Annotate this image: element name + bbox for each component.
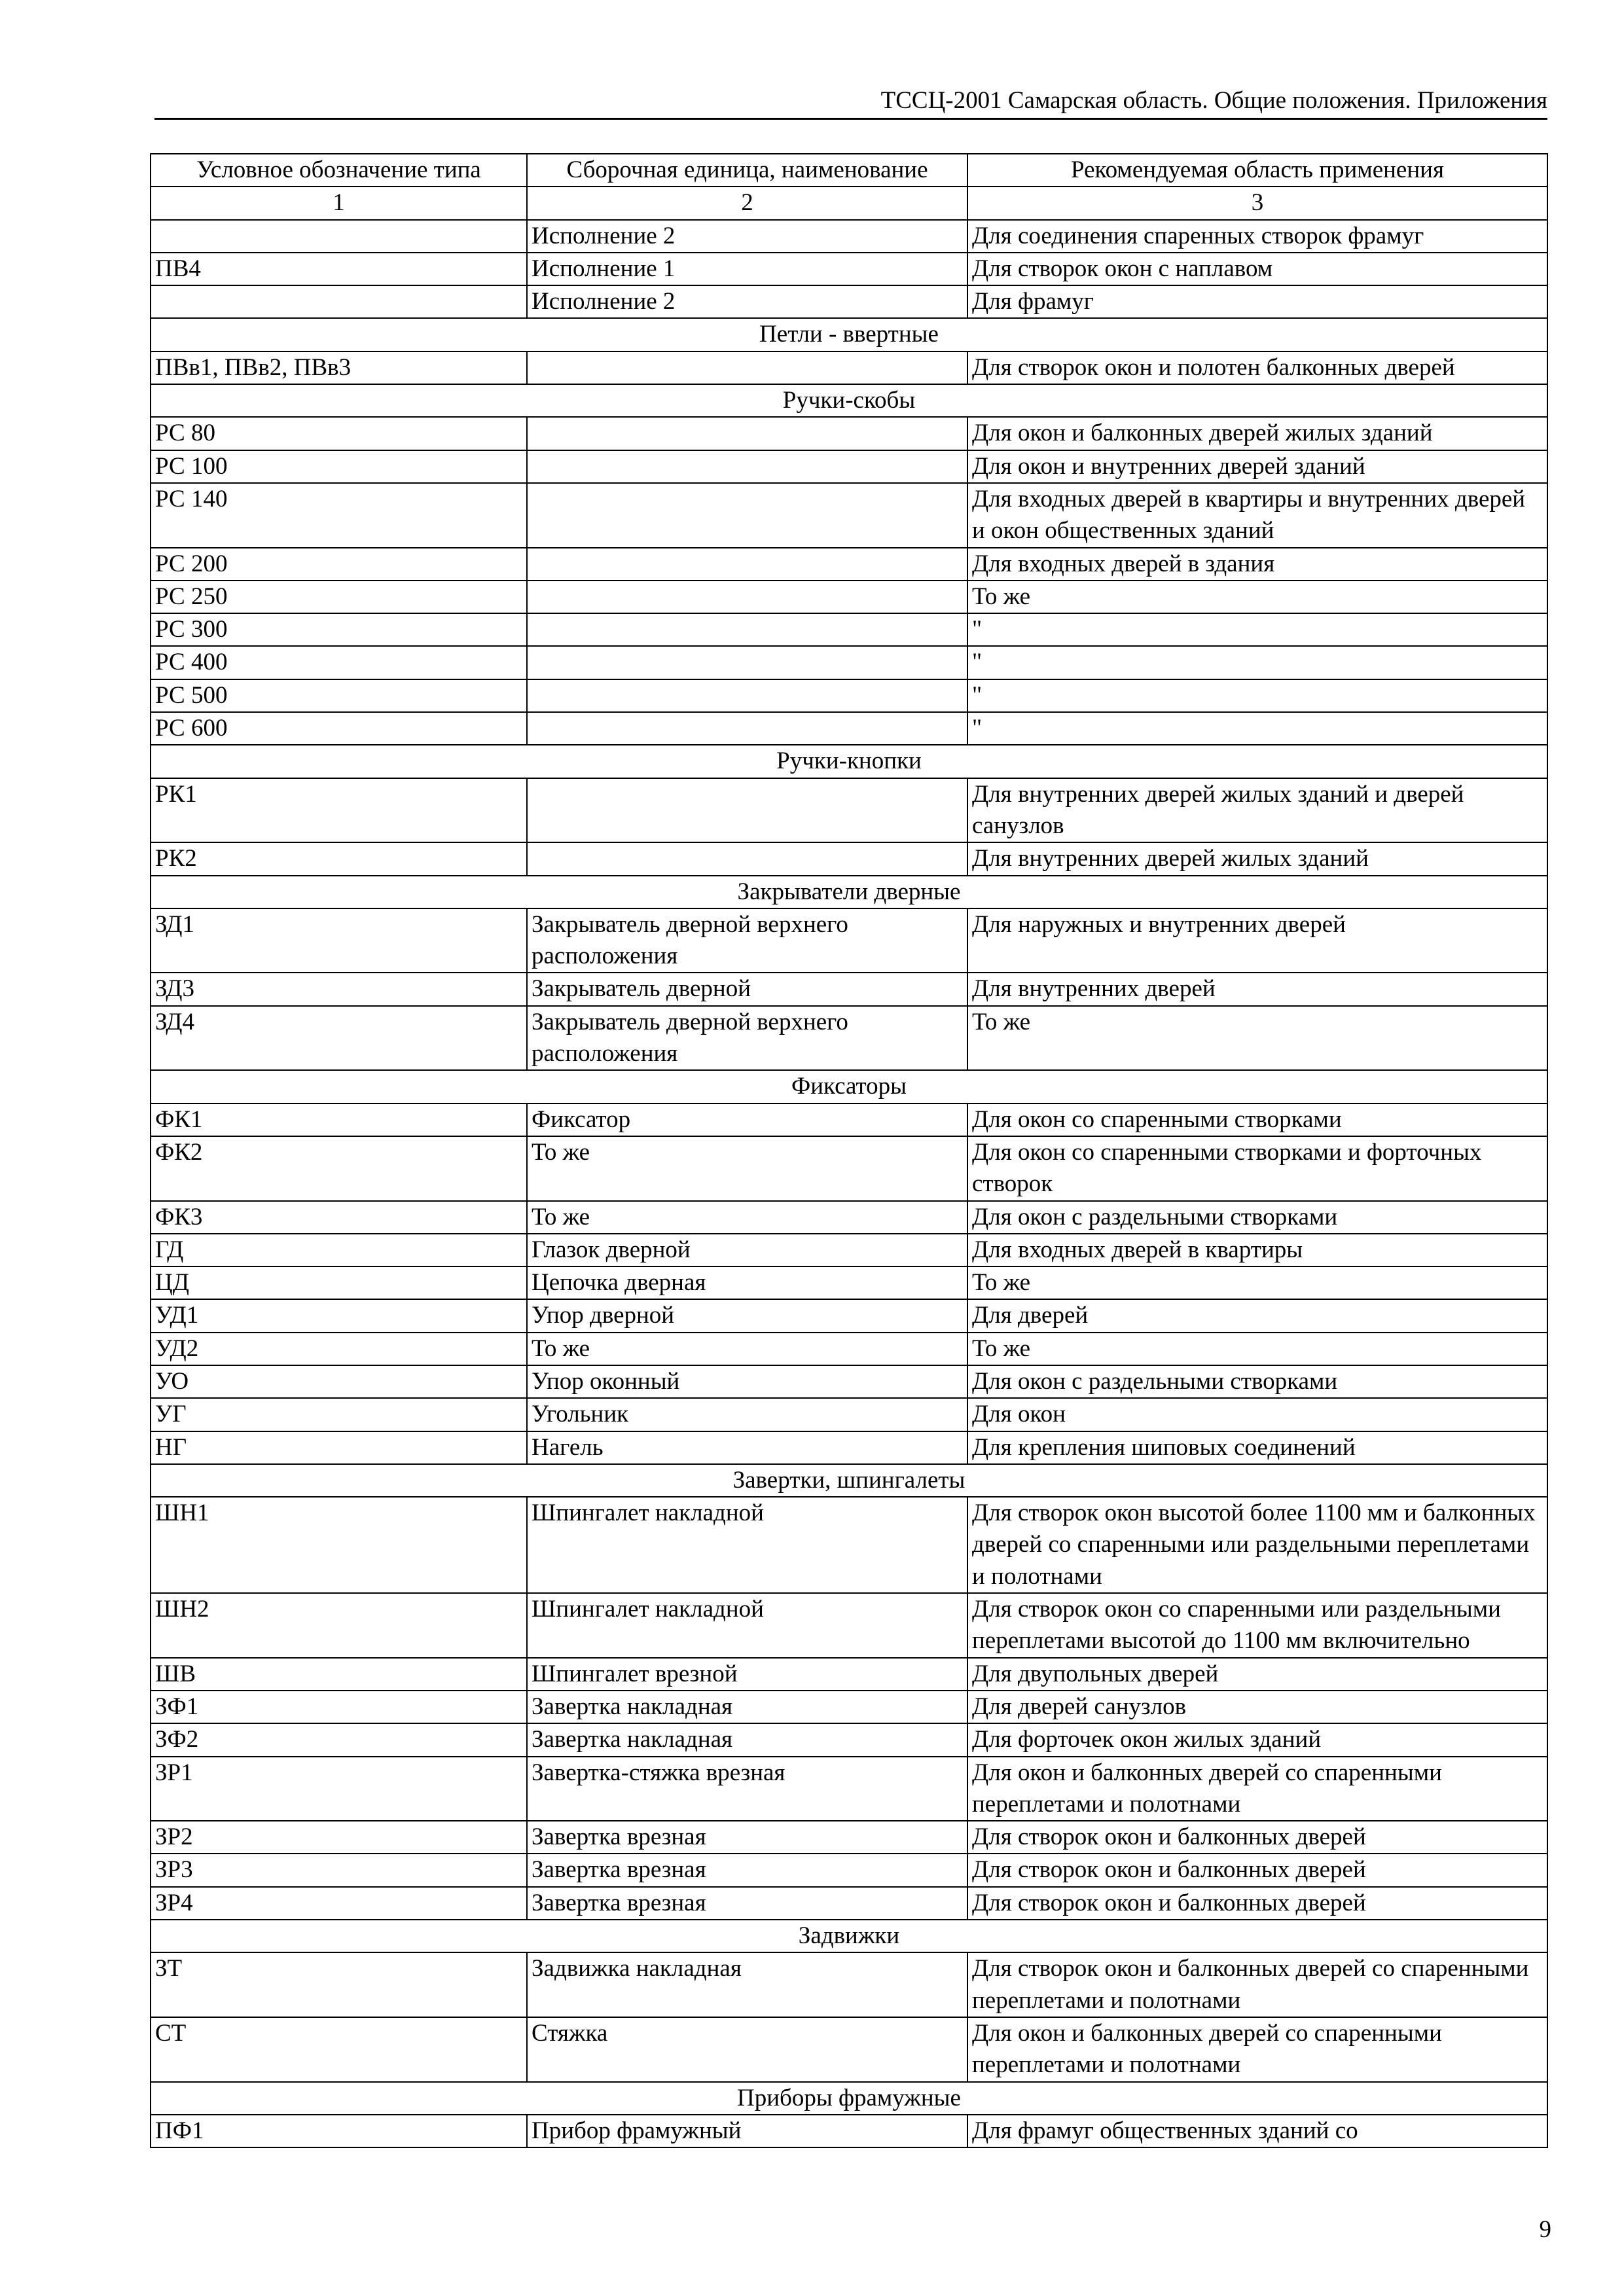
assembly-unit-cell: Исполнение 2 xyxy=(527,220,967,253)
type-code-cell: РС 600 xyxy=(151,712,527,745)
application-cell: Для окон xyxy=(967,1398,1547,1431)
header-divider xyxy=(154,118,1547,120)
assembly-unit-cell: Нагель xyxy=(527,1431,967,1464)
assembly-unit-cell xyxy=(527,778,967,843)
application-cell: Для створок окон и балконных дверей xyxy=(967,1887,1547,1920)
assembly-unit-cell: То же xyxy=(527,1136,967,1201)
assembly-unit-cell: Упор дверной xyxy=(527,1299,967,1332)
type-code-cell: ПВ4 xyxy=(151,253,527,285)
application-cell: Для створок окон с наплавом xyxy=(967,253,1547,285)
type-code-cell: РС 100 xyxy=(151,450,527,483)
column-header: Сборочная единица, наименование xyxy=(527,154,967,187)
assembly-unit-cell xyxy=(527,351,967,384)
table-row xyxy=(151,1691,1547,1723)
type-code-cell: РС 200 xyxy=(151,548,527,581)
type-code-cell: ЗР1 xyxy=(151,1757,527,1821)
table-row xyxy=(151,1266,1547,1299)
application-cell: Для внутренних дверей жилых зданий и дверей санузлов xyxy=(967,778,1547,843)
assembly-unit-cell xyxy=(527,613,967,646)
type-code-cell: ЗР4 xyxy=(151,1887,527,1920)
type-code-cell: ЗР2 xyxy=(151,1821,527,1854)
type-code-cell: ЗД4 xyxy=(151,1006,527,1071)
section-row xyxy=(151,745,1547,778)
type-code-cell: ЗФ2 xyxy=(151,1723,527,1756)
section-row xyxy=(151,876,1547,908)
application-cell: Для фрамуг общественных зданий со xyxy=(967,2115,1547,2147)
type-code-cell: НГ xyxy=(151,1431,527,1464)
assembly-unit-cell: Завертка врезная xyxy=(527,1887,967,1920)
assembly-unit-cell: Исполнение 2 xyxy=(527,285,967,318)
type-code-cell: РС 400 xyxy=(151,646,527,679)
application-cell: Для окон со спаренными створками xyxy=(967,1103,1547,1136)
type-code-cell: РК1 xyxy=(151,778,527,843)
table-row xyxy=(151,1658,1547,1691)
section-title: Закрыватели дверные xyxy=(151,876,1547,908)
type-code-cell: ПВв1, ПВв2, ПВв3 xyxy=(151,351,527,384)
application-cell: Для створок окон и балконных дверей со спаренными переплетами и полотнами xyxy=(967,1952,1547,2017)
assembly-unit-cell: Прибор фрамужный xyxy=(527,2115,967,2147)
application-cell: То же xyxy=(967,581,1547,613)
assembly-unit-cell xyxy=(527,679,967,712)
table-row xyxy=(151,1103,1547,1136)
assembly-unit-cell: Завертка накладная xyxy=(527,1723,967,1756)
application-cell: Для створок окон высотой более 1100 мм и балконных дверей со спаренными или раздельными переплетами и полотнами xyxy=(967,1497,1547,1593)
application-cell: Для внутренних дверей xyxy=(967,973,1547,1005)
column-number: 2 xyxy=(527,187,967,219)
table-row xyxy=(151,1757,1547,1821)
application-cell: Для двупольных дверей xyxy=(967,1658,1547,1691)
application-cell: Для окон и балконных дверей со спаренными переплетами и полотнами xyxy=(967,1757,1547,1821)
assembly-unit-cell xyxy=(527,417,967,450)
table-row xyxy=(151,1234,1547,1266)
application-cell: Для соединения спаренных створок фрамуг xyxy=(967,220,1547,253)
type-code-cell: ШН2 xyxy=(151,1593,527,1658)
assembly-unit-cell: Цепочка дверная xyxy=(527,1266,967,1299)
column-number: 3 xyxy=(967,187,1547,219)
application-cell: Для дверей xyxy=(967,1299,1547,1332)
table-row xyxy=(151,908,1547,973)
type-code-cell: ШН1 xyxy=(151,1497,527,1593)
section-row xyxy=(151,384,1547,417)
table-row xyxy=(151,2115,1547,2147)
application-cell: Для входных дверей в квартиры xyxy=(967,1234,1547,1266)
section-row xyxy=(151,1070,1547,1103)
application-cell: " xyxy=(967,646,1547,679)
table-row xyxy=(151,712,1547,745)
type-code-cell xyxy=(151,285,527,318)
application-cell: Для окон со спаренными створками и форточных створок xyxy=(967,1136,1547,1201)
assembly-unit-cell: Шпингалет врезной xyxy=(527,1658,967,1691)
column-number-row xyxy=(151,187,1547,219)
application-cell: Для окон и внутренних дверей зданий xyxy=(967,450,1547,483)
column-number: 1 xyxy=(151,187,527,219)
application-cell: Для дверей санузлов xyxy=(967,1691,1547,1723)
type-code-cell: РС 300 xyxy=(151,613,527,646)
assembly-unit-cell: Завертка врезная xyxy=(527,1821,967,1854)
assembly-unit-cell: Угольник xyxy=(527,1398,967,1431)
type-code-cell: РС 250 xyxy=(151,581,527,613)
assembly-unit-cell: То же xyxy=(527,1333,967,1365)
table-row xyxy=(151,220,1547,253)
application-cell: Для крепления шиповых соединений xyxy=(967,1431,1547,1464)
application-cell: Для окон с раздельными створками xyxy=(967,1201,1547,1234)
assembly-unit-cell: Глазок дверной xyxy=(527,1234,967,1266)
type-code-cell: ЗФ1 xyxy=(151,1691,527,1723)
application-cell: То же xyxy=(967,1006,1547,1071)
application-cell: Для входных дверей в квартиры и внутренних дверей и окон общественных зданий xyxy=(967,483,1547,548)
table-row xyxy=(151,548,1547,581)
table-row xyxy=(151,417,1547,450)
application-cell: Для наружных и внутренних дверей xyxy=(967,908,1547,973)
table-row xyxy=(151,1136,1547,1201)
application-cell: " xyxy=(967,679,1547,712)
type-code-cell: ФК2 xyxy=(151,1136,527,1201)
table-row xyxy=(151,483,1547,548)
type-code-cell: ЗД1 xyxy=(151,908,527,973)
type-code-cell: УО xyxy=(151,1365,527,1398)
table-row xyxy=(151,613,1547,646)
type-code-cell xyxy=(151,220,527,253)
type-code-cell: ШВ xyxy=(151,1658,527,1691)
table-row xyxy=(151,285,1547,318)
type-code-cell: УД1 xyxy=(151,1299,527,1332)
table-row xyxy=(151,778,1547,843)
application-cell: Для форточек окон жилых зданий xyxy=(967,1723,1547,1756)
application-cell: Для створок окон и балконных дверей xyxy=(967,1854,1547,1886)
table-row xyxy=(151,842,1547,875)
section-row xyxy=(151,2082,1547,2115)
column-header: Рекомендуемая область применения xyxy=(967,154,1547,187)
application-cell: Для створок окон и полотен балконных дверей xyxy=(967,351,1547,384)
assembly-unit-cell xyxy=(527,548,967,581)
section-title: Фиксаторы xyxy=(151,1070,1547,1103)
application-cell: То же xyxy=(967,1266,1547,1299)
table-row xyxy=(151,581,1547,613)
table-row xyxy=(151,351,1547,384)
table-row xyxy=(151,1398,1547,1431)
table-row xyxy=(151,1201,1547,1234)
assembly-unit-cell: Задвижка накладная xyxy=(527,1952,967,2017)
application-cell: То же xyxy=(967,1333,1547,1365)
section-title: Петли - ввертные xyxy=(151,318,1547,351)
type-code-cell: ФК3 xyxy=(151,1201,527,1234)
type-code-cell: РС 500 xyxy=(151,679,527,712)
table-row xyxy=(151,1497,1547,1593)
application-cell: " xyxy=(967,712,1547,745)
application-cell: " xyxy=(967,613,1547,646)
column-header: Условное обозначение типа xyxy=(151,154,527,187)
assembly-unit-cell: Фиксатор xyxy=(527,1103,967,1136)
type-code-cell: ЦД xyxy=(151,1266,527,1299)
assembly-unit-cell xyxy=(527,646,967,679)
section-row xyxy=(151,1464,1547,1497)
table-row xyxy=(151,973,1547,1005)
section-row xyxy=(151,318,1547,351)
table-row xyxy=(151,2017,1547,2082)
table-row xyxy=(151,646,1547,679)
type-code-cell: РС 80 xyxy=(151,417,527,450)
table-row xyxy=(151,1365,1547,1398)
application-cell: Для створок окон со спаренными или раздельными переплетами высотой до 1100 мм включительно xyxy=(967,1593,1547,1658)
section-title: Задвижки xyxy=(151,1920,1547,1952)
assembly-unit-cell xyxy=(527,450,967,483)
application-cell: Для входных дверей в здания xyxy=(967,548,1547,581)
section-title: Приборы фрамужные xyxy=(151,2082,1547,2115)
type-code-cell: УД2 xyxy=(151,1333,527,1365)
application-cell: Для створок окон и балконных дверей xyxy=(967,1821,1547,1854)
type-code-cell: РС 140 xyxy=(151,483,527,548)
assembly-unit-cell: То же xyxy=(527,1201,967,1234)
table-row xyxy=(151,679,1547,712)
application-cell: Для окон и балконных дверей жилых зданий xyxy=(967,417,1547,450)
page-number: 9 xyxy=(1539,2216,1551,2243)
type-code-cell: ЗТ xyxy=(151,1952,527,2017)
table-row xyxy=(151,1723,1547,1756)
application-cell: Для окон и балконных дверей со спаренными переплетами и полотнами xyxy=(967,2017,1547,2082)
section-title: Ручки-кнопки xyxy=(151,745,1547,778)
hardware-table xyxy=(150,153,1548,2148)
type-code-cell: РК2 xyxy=(151,842,527,875)
table-row xyxy=(151,1431,1547,1464)
assembly-unit-cell: Упор оконный xyxy=(527,1365,967,1398)
table-row xyxy=(151,1887,1547,1920)
application-cell: Для окон с раздельными створками xyxy=(967,1365,1547,1398)
table-row xyxy=(151,1952,1547,2017)
assembly-unit-cell xyxy=(527,581,967,613)
table-row xyxy=(151,1821,1547,1854)
assembly-unit-cell: Закрыватель дверной верхнего расположения xyxy=(527,908,967,973)
table-row xyxy=(151,450,1547,483)
assembly-unit-cell xyxy=(527,483,967,548)
assembly-unit-cell xyxy=(527,712,967,745)
assembly-unit-cell: Завертка накладная xyxy=(527,1691,967,1723)
type-code-cell: СТ xyxy=(151,2017,527,2082)
assembly-unit-cell: Стяжка xyxy=(527,2017,967,2082)
type-code-cell: УГ xyxy=(151,1398,527,1431)
table-row xyxy=(151,1299,1547,1332)
table-row xyxy=(151,1593,1547,1658)
application-cell: Для внутренних дверей жилых зданий xyxy=(967,842,1547,875)
assembly-unit-cell: Шпингалет накладной xyxy=(527,1593,967,1658)
table-row xyxy=(151,1006,1547,1071)
type-code-cell: ПФ1 xyxy=(151,2115,527,2147)
type-code-cell: ФК1 xyxy=(151,1103,527,1136)
section-title: Завертки, шпингалеты xyxy=(151,1464,1547,1497)
type-code-cell: ЗД3 xyxy=(151,973,527,1005)
type-code-cell: ГД xyxy=(151,1234,527,1266)
page-header-title: ТССЦ-2001 Самарская область. Общие положения. Приложения xyxy=(880,87,1547,114)
assembly-unit-cell xyxy=(527,842,967,875)
table-row xyxy=(151,1854,1547,1886)
table-row xyxy=(151,253,1547,285)
assembly-unit-cell: Завертка-стяжка врезная xyxy=(527,1757,967,1821)
section-row xyxy=(151,1920,1547,1952)
table-row xyxy=(151,1333,1547,1365)
assembly-unit-cell: Завертка врезная xyxy=(527,1854,967,1886)
assembly-unit-cell: Закрыватель дверной xyxy=(527,973,967,1005)
assembly-unit-cell: Исполнение 1 xyxy=(527,253,967,285)
table-header-row xyxy=(151,154,1547,187)
assembly-unit-cell: Закрыватель дверной верхнего расположения xyxy=(527,1006,967,1071)
section-title: Ручки-скобы xyxy=(151,384,1547,417)
type-code-cell: ЗР3 xyxy=(151,1854,527,1886)
application-cell: Для фрамуг xyxy=(967,285,1547,318)
assembly-unit-cell: Шпингалет накладной xyxy=(527,1497,967,1593)
